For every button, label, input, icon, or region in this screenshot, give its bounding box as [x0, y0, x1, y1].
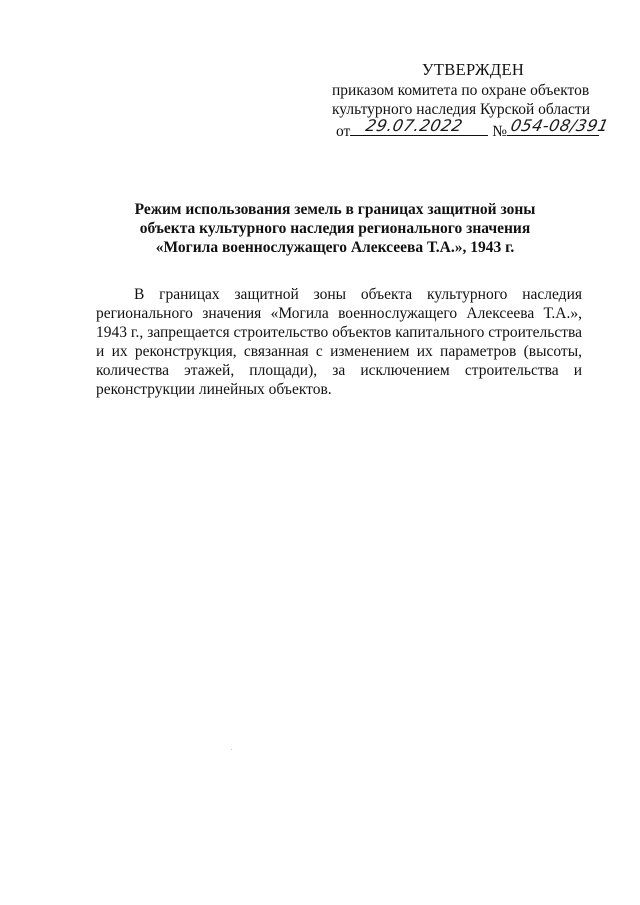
number-field	[507, 116, 611, 136]
handwritten-date: 29.07.2022	[364, 116, 465, 135]
date-field	[350, 116, 488, 136]
title-line-2: объекта культурного наследия регионального значения	[139, 220, 531, 237]
body-paragraph: В границах защитной зоны объекта культурного наследия регионального значения «Могила военнослужащего Алексеева Т.А.», 1943 г., запрещается строительство объектов капитального строительства и их реконструкция, связанная с изменением их параметров (высоты, количества этажей, площади), за исключением строительства и реконструкции линейных объектов.	[96, 286, 582, 398]
title-line-1: Режим использования земель в границах защитной зоны	[134, 201, 536, 218]
approval-region-line: культурного наследия Курской области	[332, 101, 590, 118]
document-title	[90, 200, 580, 257]
approval-date-number-row	[322, 116, 612, 141]
approval-block	[322, 60, 612, 141]
approval-issuer-line: приказом комитета по охране объектов	[332, 82, 590, 99]
approval-heading: УТВЕРЖДЕН	[421, 60, 525, 79]
handwritten-number: 054-08/391	[508, 116, 611, 135]
scan-speck	[231, 749, 232, 750]
title-line-3: «Могила военнослужащего Алексеева Т.А.», 1943 г.	[155, 239, 515, 256]
number-label: №	[492, 123, 507, 140]
date-label: от	[336, 123, 351, 140]
